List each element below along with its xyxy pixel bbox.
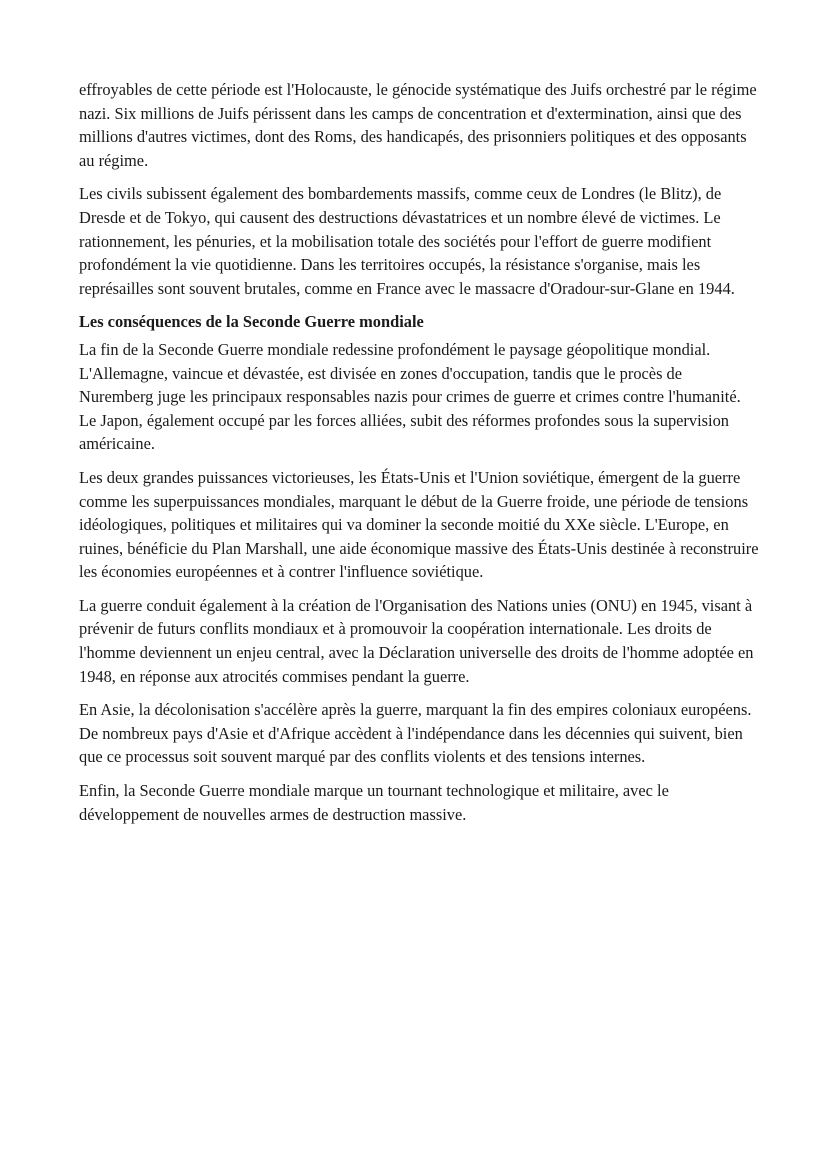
paragraph-decolonisation: En Asie, la décolonisation s'accélère après la guerre, marquant la fin des empires coloniaux européens. De nombreux pays d'Asie et d'Afrique accèdent à l'indépendance dans les décennies qui suivent, bien que ce processus soit souvent marqué par des conflits violents et des tensions internes. [79, 700, 752, 767]
paragraph-geopolitics: La fin de la Seconde Guerre mondiale redessine profondément le paysage géopolitique mondial. L'Allemagne, vaincue et dévastée, est divisée en zones d'occupation, tandis que le procès de Nuremberg juge les principaux responsables nazis pour crimes de guerre et crimes contre l'humanité. Le Japon, également occupé par les forces alliées, subit des réformes profondes sous la supervision américaine. [79, 339, 741, 454]
paragraph-holocaust: effroyables de cette période est l'Holocauste, le génocide systématique des Juifs orchestré par le régime nazi. Six millions de Juifs périssent dans les camps de concentration et d'extermination, ainsi que des millions d'autres victimes, dont des Roms, des handicapés, des prisonniers politiques et des opposants au régime. [79, 80, 757, 170]
paragraph-conclusion: Enfin, la Seconde Guerre mondiale marque un tournant technologique et militaire, avec le développement de nouvelles armes de destruction massive. [79, 781, 669, 824]
paragraph-onu: La guerre conduit également à la création de l'Organisation des Nations unies (ONU) en 1945, visant à prévenir de futurs conflits mondiaux et à promouvoir la coopération internationale. Les droits de l'homme deviennent un enjeu central, avec la Déclaration universelle des droits de l'homme adoptée en 1948, en réponse aux atrocités commises pendant la guerre. [79, 595, 754, 686]
paragraph-civilians: Les civils subissent également des bombardements massifs, comme ceux de Londres (le Blitz), de Dresde et de Tokyo, qui causent des destructions dévastatrices et un nombre élevé de victimes. Le rationnement, les pénuries, et la mobilisation totale des sociétés pour l'effort de guerre modifient profondément la vie quotidienne. Dans les territoires occupés, la résistance s'organise, mais les représailles sont souvent brutales, comme en France avec le massacre d'Oradour-sur-Glane en 1944. [79, 184, 735, 298]
section-heading: Les conséquences de la Seconde Guerre mondiale [79, 312, 424, 332]
paragraph-superpowers: Les deux grandes puissances victorieuses, les États-Unis et l'Union soviétique, émergent de la guerre comme les superpuissances mondiales, marquant le début de la Guerre froide, une période de tensions idéologiques, politiques et militaires qui va dominer la seconde moitié du XXe siècle. L'Europe, en ruines, bénéficie du Plan Marshall, une aide économique massive des États-Unis destinée à reconstruire les économies européennes et à contrer l'influence soviétique. [79, 467, 759, 582]
document-page [79, 78, 759, 836]
